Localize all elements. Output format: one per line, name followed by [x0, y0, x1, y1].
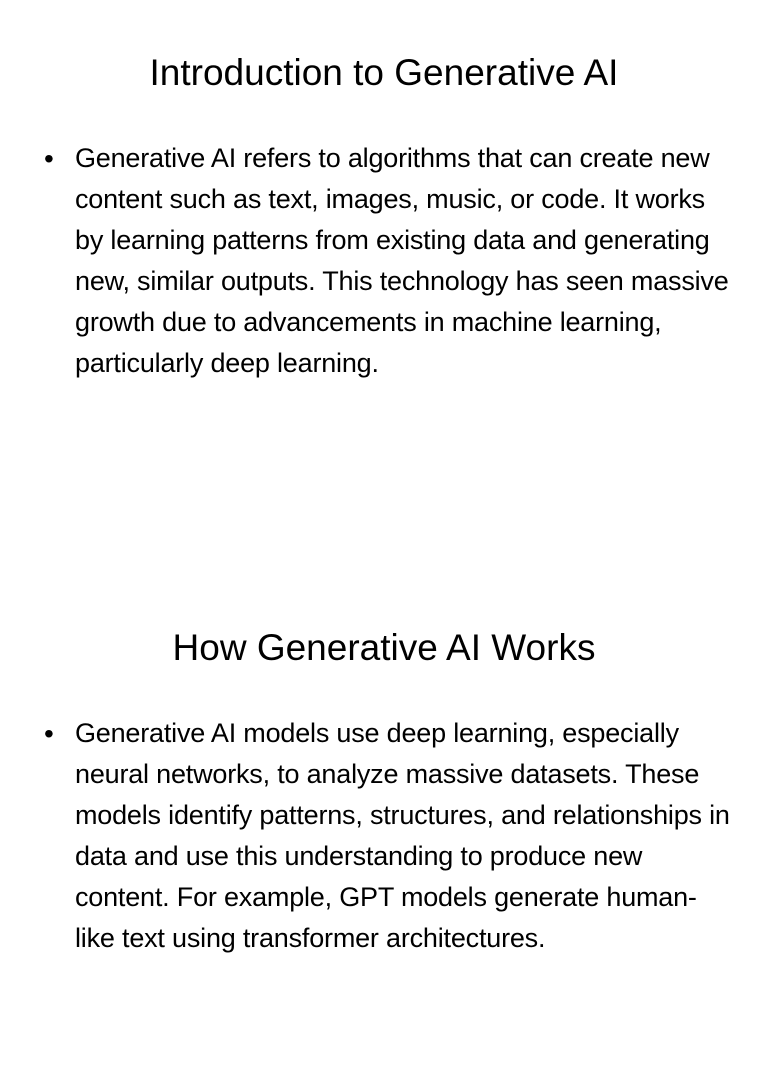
slide-title: Introduction to Generative AI	[149, 52, 619, 93]
bullet-item	[44, 713, 734, 959]
bullet-list	[44, 713, 734, 959]
bullet-list	[44, 138, 734, 384]
bullet-marker: •	[44, 143, 54, 174]
slide-title: How Generative AI Works	[172, 627, 596, 668]
bullet-marker: •	[44, 718, 54, 749]
slide-introduction	[0, 0, 768, 512]
bullet-text: Generative AI refers to algorithms that can create new content such as text, images, music, or code. It works by learning patterns from existing data and generating new, similar outputs. This technology has seen massive growth due to advancements in machine learning, particularly deep learning.	[75, 143, 729, 378]
slide-how-it-works	[0, 575, 768, 1087]
bullet-text: Generative AI models use deep learning, especially neural networks, to analyze massive datasets. These models identify patterns, structures, and relationships in data and use this understanding to produce new content. For example, GPT models generate human-like text using transformer architectures.	[75, 718, 730, 953]
bullet-item	[44, 138, 734, 384]
